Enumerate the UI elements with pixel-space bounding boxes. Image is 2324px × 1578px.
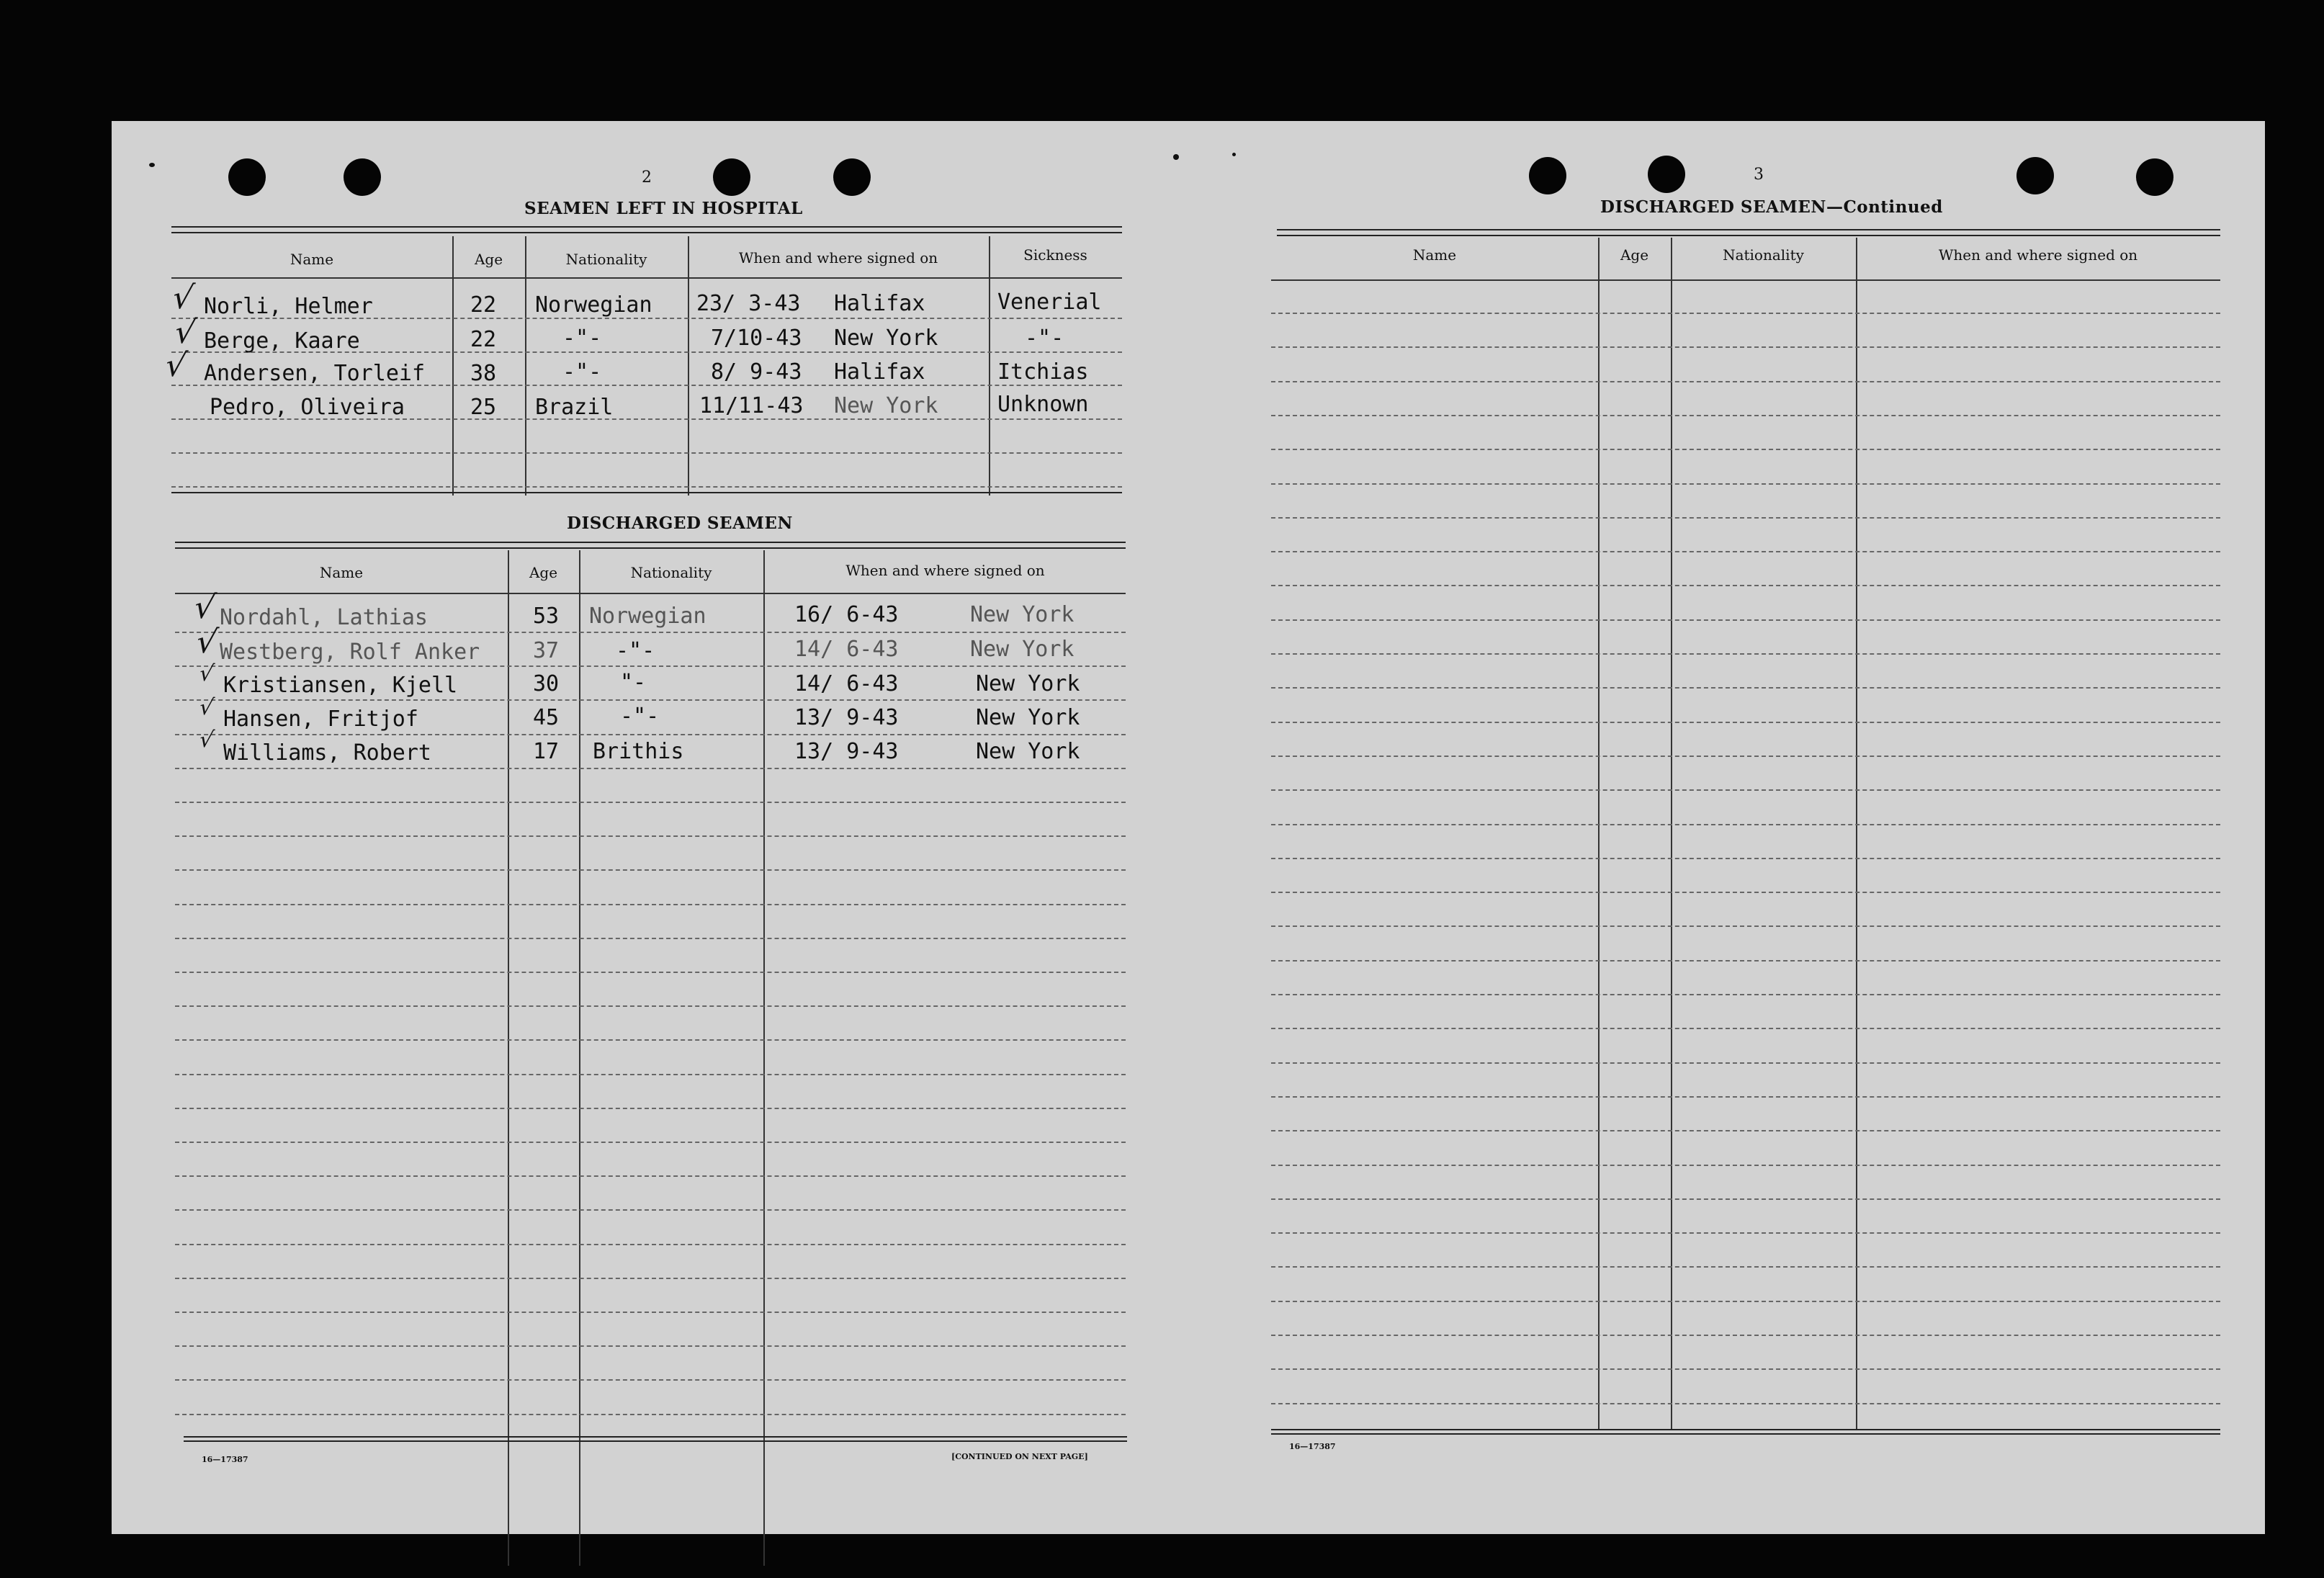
header-rule (175, 593, 1126, 594)
row-rule (1271, 892, 2220, 893)
row-rule (175, 665, 1126, 667)
row-rule (175, 1312, 1126, 1313)
discharged-section-title: DISCHARGED SEAMEN (567, 514, 793, 533)
check-mark: √ (197, 695, 216, 720)
row-rule (1271, 1266, 2220, 1268)
seaman-age: 38 (470, 361, 497, 386)
table-rule (171, 492, 1122, 495)
row-rule (175, 699, 1126, 701)
row-rule (175, 972, 1126, 973)
row-rule (1271, 1165, 2220, 1166)
page-number: 3 (1754, 166, 1764, 184)
punch-hole (713, 158, 750, 196)
row-rule (1271, 619, 2220, 621)
col-header-signed-on: When and where signed on (738, 249, 938, 266)
row-rule (175, 1142, 1126, 1143)
seaman-name: Kristiansen, Kjell (223, 673, 458, 698)
row-rule (1271, 994, 2220, 995)
check-mark: √ (191, 589, 218, 626)
row-rule (1271, 1403, 2220, 1404)
speck (149, 163, 155, 167)
seaman-name: Westberg, Rolf Anker (220, 640, 480, 665)
seaman-nationality: -"- (616, 638, 655, 663)
row-rule (1271, 449, 2220, 450)
seaman-age: 22 (470, 292, 497, 318)
col-header-nationality: Nationality (1723, 246, 1804, 264)
punch-hole (1648, 156, 1685, 193)
row-rule (175, 1345, 1126, 1347)
signed-on-place: New York (976, 739, 1080, 764)
header-rule (1271, 279, 2220, 281)
column-divider (1671, 238, 1672, 1430)
col-header-age: Age (474, 251, 503, 268)
page-number: 2 (642, 169, 652, 187)
sickness: Venerial (997, 290, 1102, 315)
seaman-nationality: Norwegian (589, 604, 706, 629)
sickness: Itchias (997, 359, 1089, 385)
sickness: Unknown (997, 392, 1089, 417)
signed-on-place: New York (976, 671, 1080, 696)
check-mark: √ (193, 624, 220, 660)
column-divider (989, 236, 990, 496)
signed-on-place: Halifax (834, 359, 925, 385)
row-rule (171, 452, 1122, 454)
table-rule (1277, 229, 2220, 236)
title-bold: DISCHARGED SEAMEN (1600, 197, 1826, 217)
signed-on-date: 8/ 9-43 (711, 359, 802, 385)
col-header-signed-on: When and where signed on (845, 562, 1045, 579)
col-header-name: Name (319, 564, 364, 581)
row-rule (1271, 824, 2220, 825)
row-rule (1271, 1232, 2220, 1234)
signed-on-place: New York (834, 326, 938, 351)
col-header-name: Name (1412, 246, 1457, 264)
row-rule (175, 1209, 1126, 1211)
table-rule (1271, 1429, 2220, 1435)
column-divider (1856, 238, 1857, 1430)
row-rule (175, 904, 1126, 905)
row-rule (1271, 1130, 2220, 1131)
row-rule (175, 802, 1126, 803)
row-rule (175, 1278, 1126, 1279)
row-rule (1271, 483, 2220, 485)
seaman-name: Pedro, Oliveira (210, 395, 405, 420)
column-divider (1598, 238, 1600, 1430)
col-header-age: Age (529, 564, 558, 581)
seaman-name: Berge, Kaare (204, 328, 360, 354)
sickness: -"- (1025, 326, 1064, 351)
signed-on-place: New York (976, 705, 1080, 730)
row-rule (1271, 1198, 2220, 1200)
table-rule (171, 226, 1122, 233)
hospital-section-title: SEAMEN LEFT IN HOSPITAL (524, 199, 803, 218)
col-header-sickness: Sickness (1023, 246, 1087, 264)
signed-on-date: 11/11-43 (699, 393, 804, 418)
row-rule (1271, 415, 2220, 416)
row-rule (1271, 1335, 2220, 1336)
row-rule (175, 768, 1126, 769)
column-divider (688, 236, 689, 496)
row-rule (175, 734, 1126, 735)
row-rule (1271, 653, 2220, 655)
punch-hole (2136, 158, 2173, 196)
signed-on-place: New York (970, 602, 1074, 627)
seaman-nationality: Brazil (535, 395, 614, 420)
signed-on-date: 13/ 9-43 (794, 739, 899, 764)
row-rule (175, 1074, 1126, 1075)
signed-on-place: New York (834, 393, 938, 418)
punch-hole (833, 158, 871, 196)
signed-on-date: 16/ 6-43 (794, 602, 899, 627)
signed-on-date: 14/ 6-43 (794, 671, 899, 696)
row-rule (175, 1244, 1126, 1245)
table-rule (175, 542, 1126, 549)
col-header-age: Age (1620, 246, 1649, 264)
check-mark: √ (197, 661, 216, 686)
col-header-nationality: Nationality (565, 251, 647, 268)
row-rule (1271, 960, 2220, 961)
form-number: 16—17387 (202, 1455, 248, 1464)
row-rule (1271, 1028, 2220, 1029)
punch-hole (228, 158, 266, 196)
signed-on-date: 7/10-43 (711, 326, 802, 351)
row-rule (171, 486, 1122, 488)
row-rule (175, 1005, 1126, 1007)
row-rule (1271, 722, 2220, 723)
document-sheet (112, 121, 2265, 1534)
row-rule (1271, 756, 2220, 757)
row-rule (1271, 551, 2220, 552)
seaman-name: Nordahl, Lathias (220, 605, 428, 630)
continued-note: [CONTINUED ON NEXT PAGE] (951, 1452, 1088, 1461)
table-rule (184, 1436, 1127, 1442)
row-rule (175, 1414, 1126, 1415)
seaman-age: 37 (533, 638, 560, 663)
row-rule (175, 1108, 1126, 1109)
signed-on-date: 23/ 3-43 (696, 291, 801, 316)
seaman-age: 53 (533, 604, 560, 629)
seaman-name: Hansen, Fritjof (223, 707, 418, 732)
row-rule (1271, 1301, 2220, 1302)
seaman-name: Andersen, Torleif (204, 361, 426, 386)
check-mark: √ (162, 347, 189, 384)
row-rule (1271, 313, 2220, 314)
row-rule (1271, 381, 2220, 382)
seaman-nationality: Norwegian (535, 292, 652, 318)
row-rule (1271, 925, 2220, 927)
title-continued: —Continued (1826, 197, 1943, 217)
row-rule (1271, 687, 2220, 689)
column-divider (452, 236, 454, 496)
check-mark: √ (169, 279, 197, 316)
row-rule (1271, 858, 2220, 859)
seaman-age: 25 (470, 395, 497, 420)
seaman-nationality: "- (620, 670, 647, 695)
speck (1232, 153, 1236, 156)
header-rule (171, 277, 1122, 279)
seaman-nationality: -"- (562, 326, 602, 351)
seaman-name: Norli, Helmer (204, 294, 373, 319)
row-rule (175, 1175, 1126, 1177)
row-rule (175, 869, 1126, 871)
seaman-nationality: Brithis (593, 739, 684, 764)
col-header-name: Name (290, 251, 334, 268)
punch-hole (344, 158, 381, 196)
row-rule (175, 632, 1126, 633)
check-mark: √ (197, 727, 216, 753)
seaman-age: 45 (533, 705, 560, 730)
row-rule (1271, 1368, 2220, 1370)
signed-on-place: Halifax (834, 291, 925, 316)
row-rule (1271, 585, 2220, 586)
row-rule (175, 1379, 1126, 1381)
seaman-nationality: -"- (562, 359, 602, 385)
seaman-nationality: -"- (620, 704, 660, 729)
row-rule (1271, 517, 2220, 519)
speck (1173, 154, 1179, 160)
seaman-age: 17 (533, 739, 560, 764)
col-header-nationality: Nationality (630, 564, 712, 581)
signed-on-place: New York (970, 637, 1074, 662)
row-rule (1271, 1062, 2220, 1064)
row-rule (1271, 789, 2220, 791)
seaman-age: 22 (470, 327, 497, 352)
seaman-name: Williams, Robert (223, 740, 431, 766)
col-header-signed-on: When and where signed on (1938, 246, 2138, 264)
seaman-age: 30 (533, 671, 560, 696)
form-number: 16—17387 (1289, 1442, 1336, 1451)
row-rule (175, 835, 1126, 837)
punch-hole (1529, 157, 1566, 194)
row-rule (1271, 346, 2220, 348)
signed-on-date: 14/ 6-43 (794, 637, 899, 662)
check-mark: √ (171, 314, 199, 351)
discharged-continued-title (1600, 197, 1943, 217)
row-rule (175, 938, 1126, 939)
punch-hole (2016, 157, 2054, 194)
signed-on-date: 13/ 9-43 (794, 705, 899, 730)
column-divider (525, 236, 526, 496)
row-rule (175, 1039, 1126, 1041)
row-rule (1271, 1096, 2220, 1098)
